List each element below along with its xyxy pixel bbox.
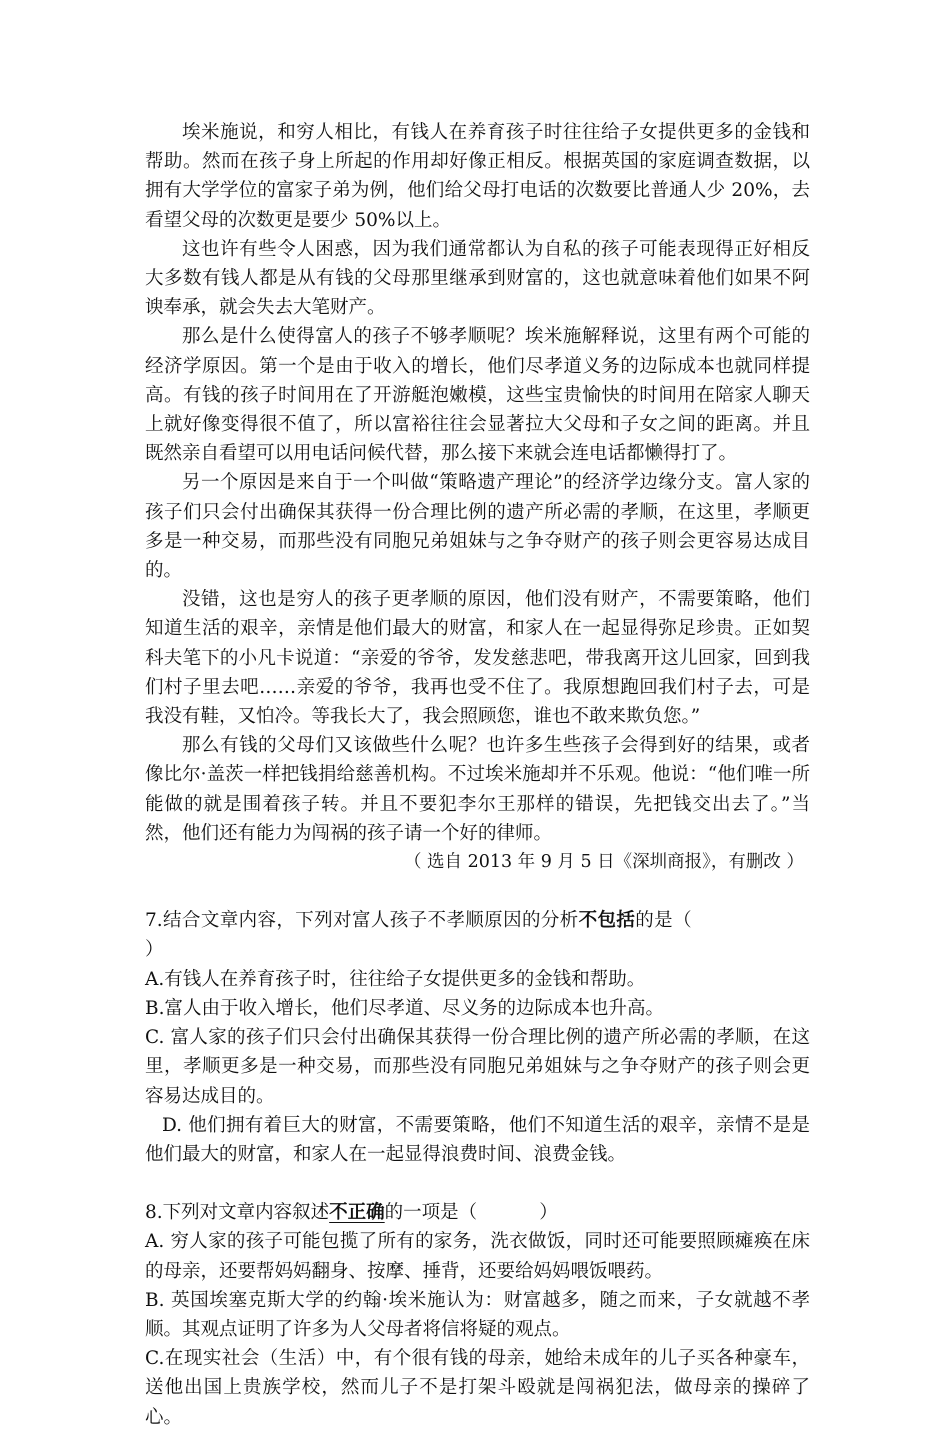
question-8-stem-tail: 的一项是（ xyxy=(384,1202,478,1224)
question-7-option-c: C. 富人家的孩子们只会付出确保其获得一份合理比例的遗产所必需的孝顺，在这里，孝顺更多是一种交易，而那些没有同胞兄弟姐妹与之争夺财产的孩子则会更容易达成目的。 xyxy=(145,1027,810,1107)
question-7-option-d: D. 他们拥有着巨大的财富，不需要策略，他们不知道生活的艰辛，亲情不是是他们最大的财富，和家人在一起显得浪费时间、浪费金钱。 xyxy=(145,1114,810,1165)
question-8-close: ） xyxy=(539,1202,558,1224)
question-7-stem-tail: 的是（ xyxy=(635,910,692,932)
question-8-stem-text: 8.下列对文章内容叙述 xyxy=(145,1202,330,1224)
article-paragraph-1: 埃米施说，和穷人相比，有钱人在养育孩子时往往给子女提供更多的金钱和帮助。然而在孩子身上所起的作用却好像正相反。根据英国的家庭调查数据，以拥有大学学位的富家子弟为例，他们给父母打电话的次数要比普通人少 20%，去看望父母的次数更是要少 50%以上。 xyxy=(145,122,810,231)
spacer xyxy=(145,877,810,906)
article-paragraph-5: 没错，这也是穷人的孩子更孝顺的原因，他们没有财产，不需要策略，他们知道生活的艰辛，亲情是他们最大的财富，和家人在一起显得弥足珍贵。正如契科夫笔下的小凡卡说道：“亲爱的爷爷，发发慈悲吧，带我离开这儿回家，回到我们村子里去吧……亲爱的爷爷，我再也受不住了。我原想跑回我们村子去，可是我没有鞋，又怕冷。等我长大了，我会照顾您，谁也不敢来欺负您。” xyxy=(145,589,810,728)
question-8-emphasis: 不正确 xyxy=(329,1202,385,1224)
spacer xyxy=(145,1169,810,1198)
question-7-emphasis: 不包括 xyxy=(578,910,636,932)
document-page xyxy=(145,118,810,1432)
question-7-stem xyxy=(145,906,810,964)
article-source: （ 选自 2013 年 9 月 5 日《深圳商报》，有删改 ） xyxy=(403,852,804,873)
question-8-option-b: B. 英国埃塞克斯大学的约翰·埃米施认为：财富越多，随之而来，子女就越不孝顺。其观点证明了许多为人父母者将信将疑的观点。 xyxy=(145,1289,810,1340)
question-7-stem-text: 7.结合文章内容，下列对富人孩子不孝顺原因的分析 xyxy=(145,910,579,932)
article-paragraph-2: 这也许有些令人困惑，因为我们通常都认为自私的孩子可能表现得正好相反大多数有钱人都是从有钱的父母那里继承到财富的，这也就意味着他们如果不阿谀奉承，就会失去大笔财产。 xyxy=(145,238,810,319)
question-8-option-a: A. 穷人家的孩子可能包揽了所有的家务，洗衣做饭，同时还可能要照顾瘫痪在床的母亲，还要帮妈妈翻身、按摩、捶背，还要给妈妈喂饭喂药。 xyxy=(145,1231,810,1282)
question-7-option-a: A.有钱人在养育孩子时，往往给子女提供更多的金钱和帮助。 xyxy=(145,968,646,990)
question-7-close: ） xyxy=(145,939,164,961)
article-paragraph-4: 另一个原因是来自于一个叫做“策略遗产理论”的经济学边缘分支。富人家的孩子们只会付出确保其获得一份合理比例的遗产所必需的孝顺，在这里，孝顺更多是一种交易，而那些没有同胞兄弟姐妹与之争夺财产的孩子则会更容易达成目的。 xyxy=(145,472,810,582)
article-paragraph-6: 那么有钱的父母们又该做些什么呢？也许多生些孩子会得到好的结果，或者像比尔·盖茨一样把钱捐给慈善机构。不过埃米施却并不乐观。他说：“他们唯一所能做的就是围着孩子转。并且不要犯李尔王那样的错误，先把钱交出去了。”当然，他们还有能力为闯祸的孩子请一个好的律师。 xyxy=(145,735,810,844)
question-8-option-c: C.在现实社会（生活）中，有个很有钱的母亲，她给未成年的儿子买各种豪车，送他出国上贵族学校，然而儿子不是打架斗殴就是闯祸犯法，做母亲的操碎了心。 xyxy=(145,1348,810,1428)
question-7 xyxy=(145,906,810,1169)
question-8 xyxy=(145,1198,810,1432)
question-8-stem xyxy=(145,1198,810,1227)
question-7-option-b: B.富人由于收入增长，他们尽孝道、尽义务的边际成本也升高。 xyxy=(145,997,664,1019)
article-paragraph-3: 那么是什么使得富人的孩子不够孝顺呢？埃米施解释说，这里有两个可能的经济学原因。第一个是由于收入的增长，他们尽孝道义务的边际成本也就同样提高。有钱的孩子时间用在了开游艇泡嫩模，这些宝贵愉快的时间用在陪家人聊天上就好像变得很不值了，所以富裕往往会显著拉大父母和子女之间的距离。并且既然亲自看望可以用电话问候代替，那么接下来就会连电话都懒得打了。 xyxy=(145,326,810,465)
